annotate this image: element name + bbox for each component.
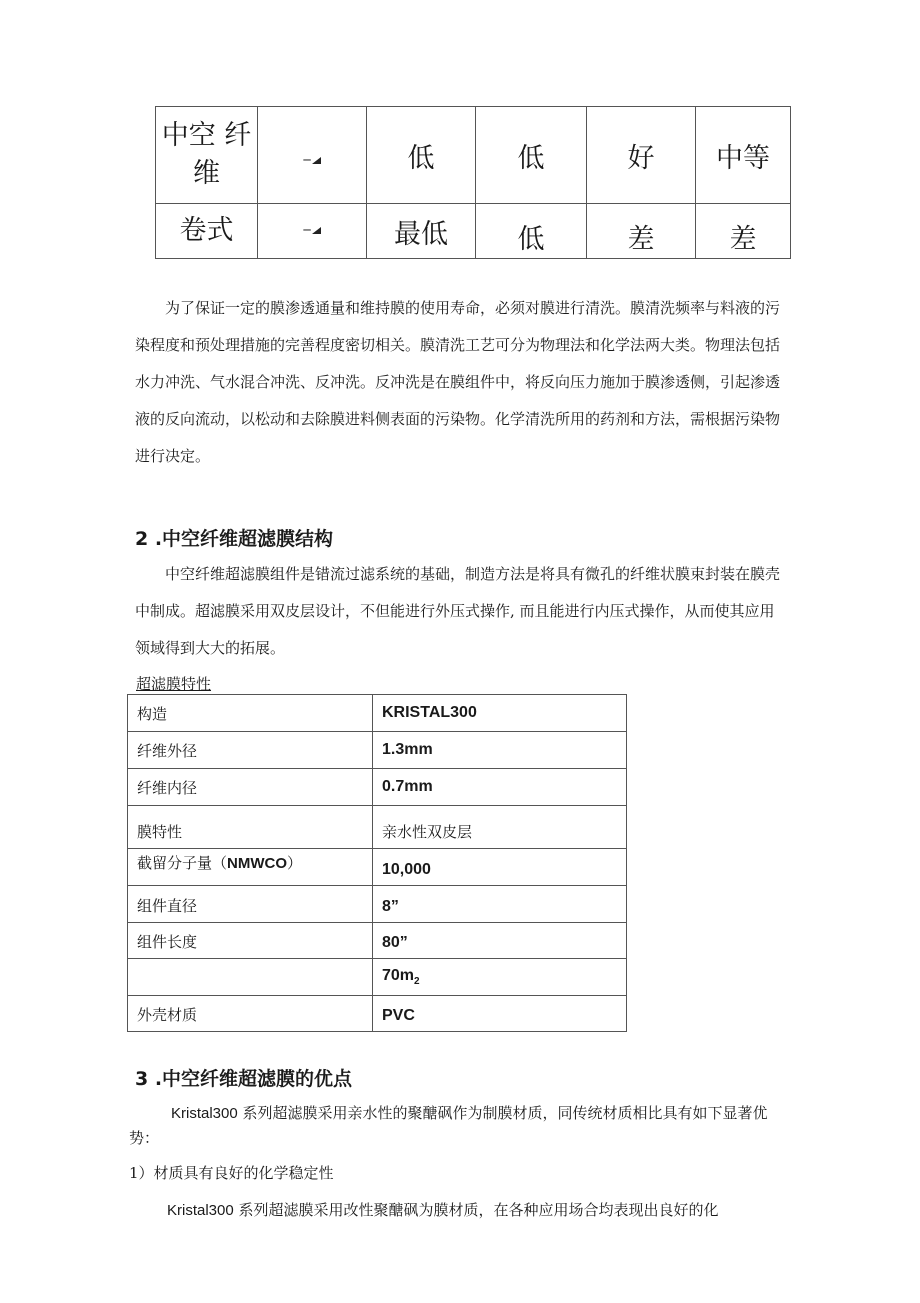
spec-value: $70m_2$ bbox=[373, 959, 627, 996]
triangle-mark-icon: ─ bbox=[303, 223, 320, 237]
spec-value: PVC bbox=[373, 996, 627, 1032]
value-cell: 中等 bbox=[696, 107, 791, 204]
spec-key: 组件长度 bbox=[128, 923, 373, 959]
table-row bbox=[128, 769, 627, 806]
spec-value: 8” bbox=[373, 886, 627, 923]
spec-value: 0.7mm bbox=[373, 769, 627, 806]
section-3-heading: 3 .中空纤维超滤膜的优点 bbox=[135, 1068, 353, 1090]
table-row bbox=[128, 886, 627, 923]
triangle-mark-icon: ─ bbox=[303, 153, 320, 167]
spec-key: 组件直径 bbox=[128, 886, 373, 923]
spec-value: 10,000 bbox=[373, 849, 627, 886]
type-cell: 中空 纤维 bbox=[156, 107, 258, 204]
spec-key: 纤维外径 bbox=[128, 732, 373, 769]
spec-value: KRISTAL300 bbox=[373, 695, 627, 732]
table-row bbox=[156, 204, 791, 259]
table-row bbox=[128, 923, 627, 959]
value-cell: 差 bbox=[696, 204, 791, 259]
comparison-table bbox=[155, 106, 791, 259]
spec-key: 截留分子量（NMWCO） bbox=[128, 849, 373, 886]
spec-value: 亲水性双皮层 bbox=[373, 806, 627, 849]
spec-value: 1.3mm bbox=[373, 732, 627, 769]
table-row bbox=[156, 107, 791, 204]
section-2-paragraph: 中空纤维超滤膜组件是错流过滤系统的基础，制造方法是将具有微孔的纤维状膜束封装在膜壳中制成。超滤膜采用双皮层设计，不但能进行外压式操作, 而且能进行内压式操作，从而使其应用领域得到大大的拓展。 bbox=[135, 565, 781, 657]
table-row bbox=[128, 732, 627, 769]
spec-key bbox=[128, 959, 373, 996]
table-row bbox=[128, 695, 627, 732]
value-cell: 好 bbox=[587, 107, 696, 204]
value-cell: 低 bbox=[476, 204, 587, 259]
table-row bbox=[128, 959, 627, 996]
spec-key: 外壳材质 bbox=[128, 996, 373, 1032]
value-cell: 低 bbox=[367, 107, 476, 204]
spec-key: 构造 bbox=[128, 695, 373, 732]
list-item-1-text: Kristal300 系列超滤膜采用改性聚醣砜为膜材质，在各种应用场合均表现出良好的化 bbox=[167, 1201, 719, 1219]
spec-value: 80” bbox=[373, 923, 627, 959]
value-cell: 低 bbox=[476, 107, 587, 204]
table-row bbox=[128, 806, 627, 849]
value-cell: 最低 bbox=[367, 204, 476, 259]
section-3-paragraph: Kristal300 系列超滤膜采用亲水性的聚醣砜作为制膜材质，同传统材质相比具有如下显著优势： bbox=[129, 1104, 768, 1147]
mark-cell bbox=[258, 204, 367, 259]
section-2-heading: 2 .中空纤维超滤膜结构 bbox=[135, 528, 334, 550]
mark-cell bbox=[258, 107, 367, 204]
table-caption: 超滤膜特性 bbox=[136, 675, 212, 693]
table-row bbox=[128, 849, 627, 886]
type-cell: 卷式 bbox=[156, 204, 258, 259]
spec-key: 膜特性 bbox=[128, 806, 373, 849]
table-row bbox=[128, 996, 627, 1032]
list-item-1: 1）材质具有良好的化学稳定性 bbox=[129, 1164, 334, 1182]
spec-table bbox=[127, 694, 627, 1032]
value-cell: 差 bbox=[587, 204, 696, 259]
cleaning-paragraph: 为了保证一定的膜渗透通量和维持膜的使用寿命，必须对膜进行清洗。膜清洗频率与料液的污染程度和预处理措施的完善程度密切相关。膜清洗工艺可分为物理法和化学法两大类。物理法包括水力冲洗、气水混合冲洗、反冲洗。反冲洗是在膜组件中，将反向压力施加于膜渗透侧，引起渗透液的反向流动，以松动和去除膜进料侧表面的污染物。化学清洗所用的药剂和方法，需根据污染物进行决定。 bbox=[135, 299, 781, 465]
spec-key: 纤维内径 bbox=[128, 769, 373, 806]
